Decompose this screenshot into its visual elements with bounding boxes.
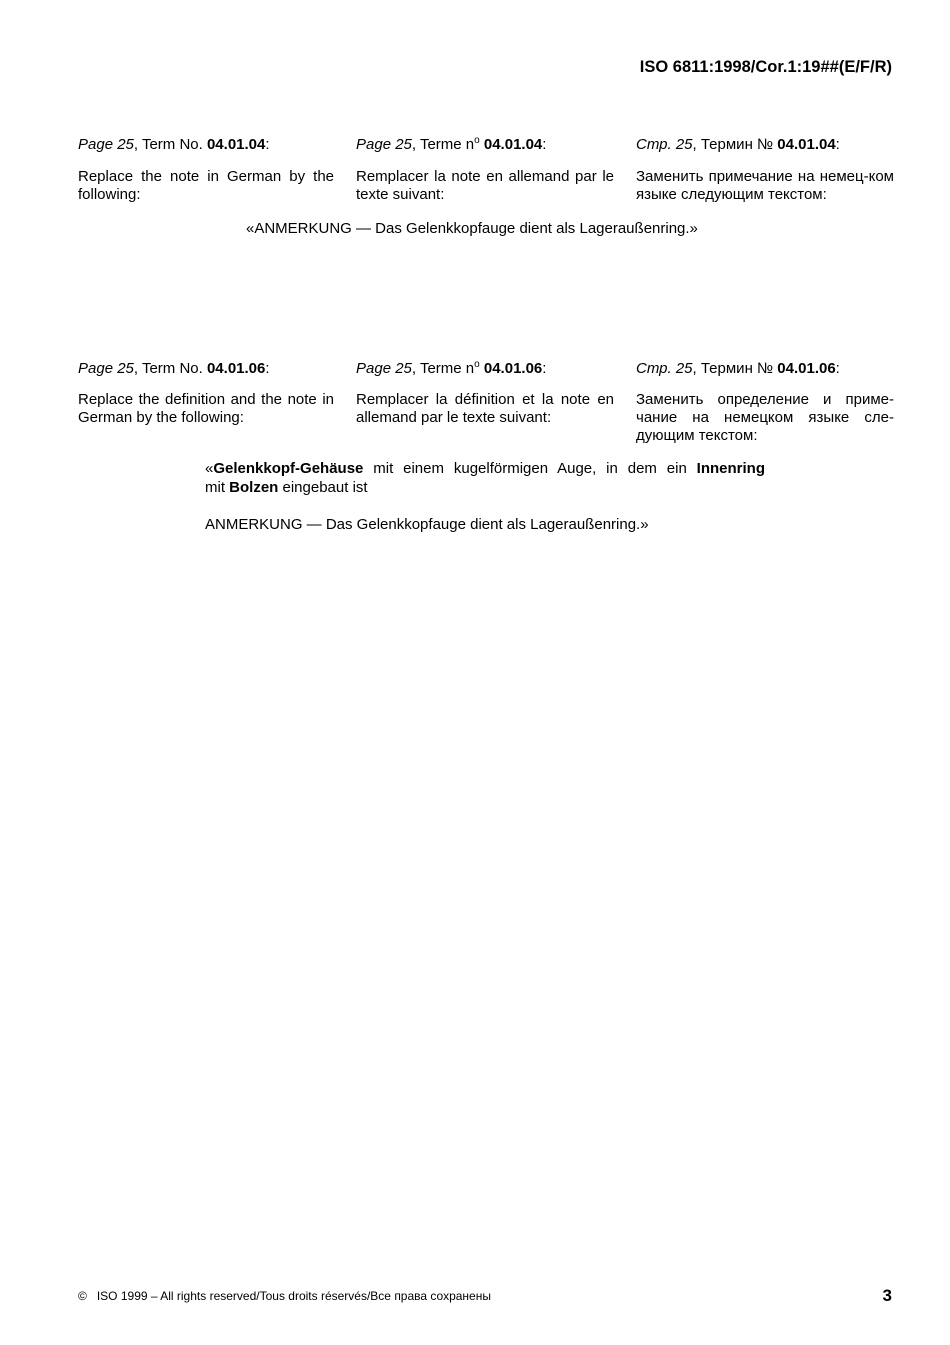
entry1-fr-instruction: Remplacer la note en allemand par le texte suivant: xyxy=(356,168,614,203)
entry1-fr-heading xyxy=(356,136,614,154)
entry1-ru-term-prefix: , Термин № xyxy=(692,136,778,153)
entry2-en-heading xyxy=(78,360,334,378)
entry1-en-term-prefix: , Term No. xyxy=(133,136,207,153)
entry1-en-colon: : xyxy=(265,136,270,153)
entry1-ru-instruction: Заменить примечание на немец-ком языке следующим текстом: xyxy=(636,168,894,203)
entry2-fr-sup: o xyxy=(474,359,480,370)
entry2-en-instruction: Replace the definition and the note in German by the following: xyxy=(78,391,334,426)
entry2-fr-page: Page 25 xyxy=(356,360,412,377)
entry2-ru-page: Стр. 25 xyxy=(636,360,693,377)
entry1-fr-sup: o xyxy=(474,135,480,146)
entry2-definition-text-1: mit einem kugelförmigen Auge, in dem ein xyxy=(363,460,697,477)
entry1-quote: «ANMERKUNG — Das Gelenkkopfauge dient als Lageraußenring.» xyxy=(246,220,698,237)
entry2-term-innenring: Innenring xyxy=(696,460,765,477)
entry2-ru-term-number: 04.01.06 xyxy=(777,360,836,377)
entry2-fr-term-number: 04.01.06 xyxy=(483,360,543,377)
entry1-fr-page: Page 25 xyxy=(356,136,412,153)
entry1-ru-term-number: 04.01.04 xyxy=(777,136,836,153)
entry1-ru-heading xyxy=(636,136,894,154)
entry2-ru-term-prefix: , Термин № xyxy=(692,360,778,377)
entry2-ru-instruction: Заменить определение и приме-чание на немецком языке сле-дующим текстом: xyxy=(636,391,894,444)
entry2-note: ANMERKUNG — Das Gelenkkopfauge dient als Lageraußenring.» xyxy=(205,516,649,533)
entry1-ru-colon: : xyxy=(835,136,840,153)
entry2-open-quote: « xyxy=(205,460,214,477)
entry2-en-page: Page 25 xyxy=(78,360,134,377)
entry2-defined-term: Gelenkkopf-Gehäuse xyxy=(213,460,364,477)
page-number: 3 xyxy=(882,1286,892,1305)
entry2-definition-text-2: mit xyxy=(205,479,230,496)
entry2-definition-line1 xyxy=(205,459,765,478)
copyright-notice: © ISO 1999 – All rights reserved/Tous droits réservés/Все права сохранены xyxy=(78,1289,491,1303)
entry1-en-page: Page 25 xyxy=(78,136,134,153)
entry2-fr-colon: : xyxy=(542,360,547,377)
entry2-term-bolzen: Bolzen xyxy=(229,479,279,496)
entry1-fr-term-prefix: , Terme n xyxy=(411,136,475,153)
entry2-fr-heading xyxy=(356,360,614,378)
entry1-en-instruction: Replace the note in German by the following: xyxy=(78,168,334,203)
entry2-ru-colon: : xyxy=(835,360,840,377)
entry2-definition-line2 xyxy=(205,478,765,497)
entry2-en-term-number: 04.01.06 xyxy=(206,360,266,377)
entry2-en-colon: : xyxy=(265,360,270,377)
document-id: ISO 6811:1998/Cor.1:19##(E/F/R) xyxy=(639,58,892,76)
entry1-fr-term-number: 04.01.04 xyxy=(483,136,543,153)
entry2-fr-term-prefix: , Terme n xyxy=(411,360,475,377)
entry1-ru-page: Стр. 25 xyxy=(636,136,693,153)
entry1-en-term-number: 04.01.04 xyxy=(206,136,266,153)
entry2-en-term-prefix: , Term No. xyxy=(133,360,207,377)
entry1-fr-colon: : xyxy=(542,136,547,153)
entry1-en-heading xyxy=(78,136,334,154)
entry2-definition xyxy=(205,459,765,497)
entry2-fr-instruction: Remplacer la définition et la note en allemand par le texte suivant: xyxy=(356,391,614,426)
entry2-ru-heading xyxy=(636,360,894,378)
entry2-definition-text-3: eingebaut ist xyxy=(278,479,368,496)
